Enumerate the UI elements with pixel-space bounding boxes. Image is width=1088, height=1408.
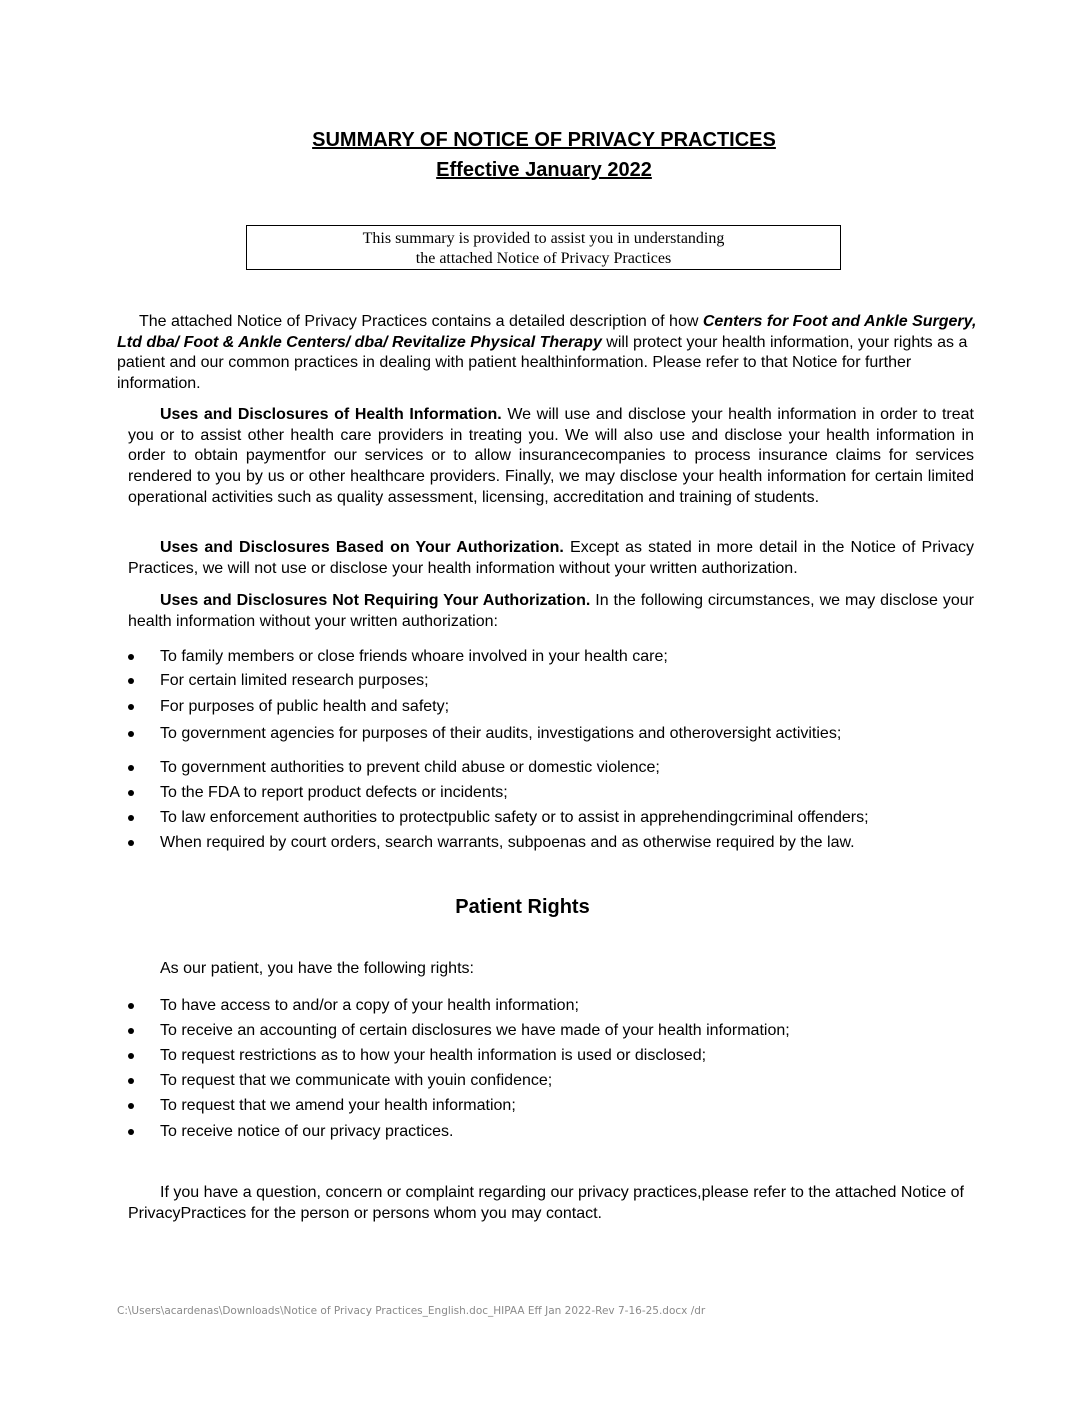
document-title: SUMMARY OF NOTICE OF PRIVACY PRACTICES (312, 129, 776, 151)
bullet-icon (128, 1103, 134, 1109)
section-heading: Uses and Disclosures of Health Information. (160, 406, 502, 423)
section-body: We will use and disclose your health information in order to treat you or to assist other health care providers in treating you. We will also use and disclose your health information in order to obtain paymentfor our services or to allow insurancecompanies to process insurance claims for services rendered to you by us or other healthcare providers. Finally, we may disclose your health information for certain limited operational activities such as quality assessment, licensing, accreditation and training of students. (128, 406, 974, 506)
intro-text-after: will protect your health information, your rights as a patient and our common practices in dealing with patient healthinformation. Please refer to that Notice for further information. (117, 333, 968, 393)
closing-paragraph (128, 1183, 978, 1224)
bullet-icon (128, 731, 134, 737)
section-authorization (128, 538, 974, 579)
bullet-icon (128, 1078, 134, 1084)
bullet-icon (128, 704, 134, 710)
bullet-icon (128, 765, 134, 771)
intro-paragraph (117, 312, 977, 395)
section-heading: Uses and Disclosures Not Requiring Your Authorization. (160, 592, 591, 609)
bullet-icon (128, 815, 134, 821)
summary-line-1: This summary is provided to assist you in understanding (362, 230, 725, 247)
patient-rights-heading: Patient Rights (455, 896, 590, 918)
bullet-icon (128, 1028, 134, 1034)
organization-name: Centers for Foot and Ankle Surgery, Ltd dba/ Foot & Ankle Centers/ dba/ Revitalize Physical Therapy (117, 313, 977, 351)
intro-text-before: The attached Notice of Privacy Practices contains a detailed description of how (139, 313, 703, 330)
section-no-authorization (128, 591, 974, 632)
bullet-icon (128, 1003, 134, 1009)
summary-line-2: the attached Notice of Privacy Practices (415, 250, 672, 267)
summary-box (246, 225, 841, 270)
bullet-icon (128, 678, 134, 684)
bullet-icon (128, 840, 134, 846)
bullet-icon (128, 1053, 134, 1059)
patient-rights-intro: As our patient, you have the following rights: (160, 960, 474, 977)
file-path-footer: C:\Users\acardenas\Downloads\Notice of Privacy Practices_English.doc_HIPAA Eff Jan 2022-Rev 7-16-25.docx /dr (117, 1305, 706, 1317)
document-page: SUMMARY OF NOTICE OF PRIVACY PRACTICES Effective January 2022 This summary is provided to assist you in understanding the attached Notice of Privacy Practices The attached Notice of Privacy Practices contains a detailed description of how Centers for Foot and Ankle Surgery, Ltd dba/ Foot & Ankle Centers/ dba/ Revitalize Physical Therapy will protect your health information, your rights as a patient and our common practices in dealing with patient healthinformation. Please refer to that Notice for further information. Uses and Disclosures of Health Information. We will use and disclose your health information in order to treat you or to assist other health care providers in treating you. We will also use and disclose your health information in order to obtain paymentfor our services or to allow insurancecompanies to process insurance claims for services rendered to you by us or other healthcare providers. Finally, we may disclose your health information for certain limited operational activities such as quality assessment, licensing, accreditation and training of students. Uses and Disclosures Based on Your Authorization. Except as stated in more detail in the Notice of Privacy Practices, we will not use or disclose your health information without your written authorization. Uses and Disclosures Not Requiring Your Authorization. In the following circumstances, we may disclose your health information without your written authorization: To family members or close friends whoare involved in your health care; For certain limited research purposes; For purposes of public health and safety; To government agencies for purposes of their audits, investigations and otheroversight activities; To government authorities to prevent child abuse or domestic violence; To the FDA to report product defects or incidents; To law enforcement authorities to protectpublic safety or to assist in apprehendingcriminal offenders; When required by court orders, search warrants, subpoenas and as otherwise required by the law. Patient Rights As our patient, you have the following rights: To have access to and/or a copy of your health information; To receive an accounting of certain disclosures we have made of your health information; To request restrictions as to how your health information is used or disclosed; To request that we communicate with youin confidence; To request that we amend your health information; To receive notice of our privacy practices. If you have a question, concern or complaint regarding our privacy practices,please refer to the attached Notice of PrivacyPractices for the person or persons whom you may contact. C:\Users\acardenas\Downloads\Notice of Privacy Practices_English.doc_HIPAA Eff Jan 2022-Rev 7-16-25.docx /dr (0, 0, 1088, 1408)
bullet-icon (128, 1129, 134, 1135)
bullet-icon (128, 790, 134, 796)
section-heading: Uses and Disclosures Based on Your Authorization. (160, 539, 564, 556)
section-uses-disclosures (128, 405, 974, 509)
section-body: In the following circumstances, we may disclose your health information without your written authorization: (128, 592, 975, 630)
effective-date: Effective January 2022 (436, 159, 652, 181)
closing-text: If you have a question, concern or complaint regarding our privacy practices,please refer to the attached Notice of PrivacyPractices for the person or persons whom you may contact. (128, 1184, 964, 1222)
section-body: Except as stated in more detail in the Notice of Privacy Practices, we will not use or disclose your health information without your written authorization. (128, 539, 975, 577)
bullet-icon (128, 654, 134, 660)
